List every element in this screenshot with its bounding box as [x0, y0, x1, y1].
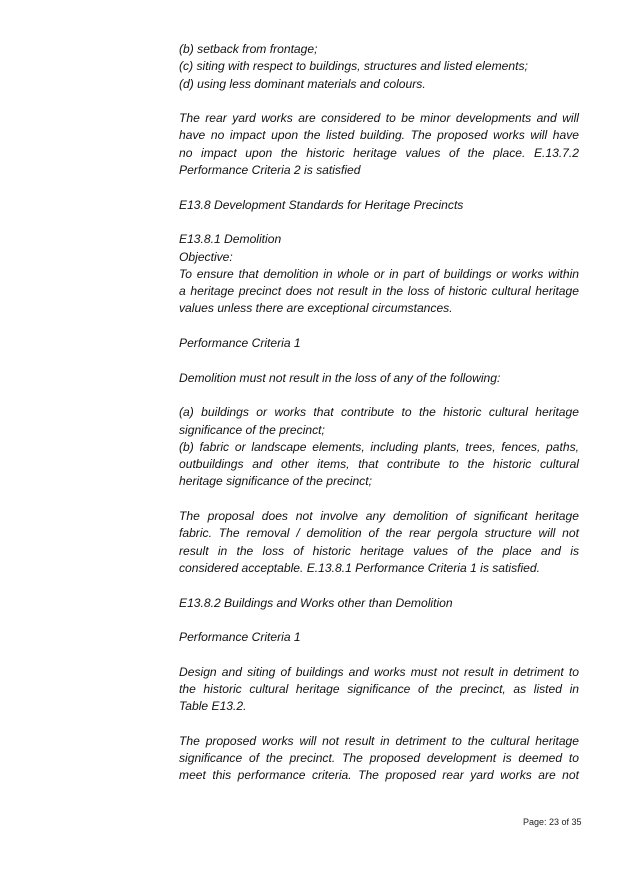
text-line: values unless there are exceptional circumstances. — [179, 301, 453, 316]
paragraph-demolition-objective — [179, 231, 579, 317]
text-line: Demolition must not result in the loss of any of the following: — [179, 370, 501, 385]
text-line: outbuildings and other items, that contribute to the historic cultural — [179, 457, 579, 472]
text-line: considered acceptable. E.13.8.1 Performance Criteria 1 is satisfied. — [179, 560, 540, 575]
paragraph-spacer — [179, 387, 579, 404]
text-line: E13.8.2 Buildings and Works other than Demolition — [179, 595, 453, 610]
text-line: Objective: — [179, 249, 233, 264]
paragraph-spacer — [179, 646, 579, 663]
paragraph-spacer — [179, 352, 579, 369]
paragraph-performance-criteria-1-b — [179, 629, 579, 646]
text-line: fabric. The removal / demolition of the rear pergola structure will not — [179, 526, 579, 541]
text-line: The proposed works will not result in detriment to the cultural heritage — [179, 733, 579, 748]
text-line: (b) fabric or landscape elements, including plants, trees, fences, paths, — [179, 439, 579, 454]
text-line: (b) setback from frontage; — [179, 42, 318, 56]
paragraph-spacer — [179, 318, 579, 335]
text-line: a heritage precinct does not result in the loss of historic cultural heritage — [179, 284, 579, 299]
text-line: E13.8.1 Demolition — [179, 232, 282, 247]
text-line: E13.8 Development Standards for Heritage Precincts — [179, 197, 464, 212]
paragraph-rear-yard-assessment — [179, 110, 579, 179]
paragraph-spacer — [179, 179, 579, 196]
document-body — [179, 41, 579, 785]
text-line: Performance Criteria 2 is satisfied — [179, 163, 361, 178]
text-line: Design and siting of buildings and works must not result in detriment to — [179, 664, 579, 679]
text-line: significance of the precinct; — [179, 422, 325, 437]
text-line: the historic cultural heritage significance of the precinct, as listed in — [179, 681, 579, 696]
paragraph-spacer — [179, 716, 579, 733]
text-line: heritage significance of the precinct; — [179, 474, 372, 489]
text-line: The proposal does not involve any demolition of significant heritage — [179, 509, 579, 524]
text-line: meet this performance criteria. The proposed rear yard works are not — [179, 768, 579, 783]
text-line: Table E13.2. — [179, 699, 247, 714]
text-line: (d) using less dominant materials and colours. — [179, 76, 426, 91]
text-line: have no impact upon the listed building. The proposed works will have — [179, 128, 579, 143]
paragraph-spacer — [179, 612, 579, 629]
page-number: Page: 23 of 35 — [523, 817, 582, 827]
text-line: The rear yard works are considered to be minor developments and will — [179, 111, 579, 126]
paragraph-heading-e13-8-2 — [179, 595, 579, 612]
text-line: (a) buildings or works that contribute to the historic cultural heritage — [179, 405, 579, 420]
paragraph-demolition-list — [179, 404, 579, 490]
paragraph-spacer — [179, 214, 579, 231]
paragraph-heading-e13-8 — [179, 197, 579, 214]
paragraph-spacer — [179, 93, 579, 110]
paragraph-spacer — [179, 577, 579, 594]
text-line: result in the loss of historic heritage values of the place and is — [179, 543, 579, 558]
text-line: To ensure that demolition in whole or in part of buildings or works within — [179, 266, 579, 281]
paragraph-spacer — [179, 491, 579, 508]
paragraph-demolition-requirement — [179, 370, 579, 387]
text-line: (c) siting with respect to buildings, structures and listed elements; — [179, 59, 528, 74]
text-line: significance of the precinct. The proposed development is deemed to — [179, 751, 579, 766]
paragraph-design-siting-requirement — [179, 664, 579, 716]
paragraph-demolition-assessment — [179, 508, 579, 577]
text-line: Performance Criteria 1 — [179, 630, 301, 645]
paragraph-list-b-d — [179, 41, 579, 93]
text-line: Performance Criteria 1 — [179, 336, 301, 351]
text-line: no impact upon the historic heritage values of the place. E.13.7.2 — [179, 145, 579, 160]
paragraph-works-assessment — [179, 733, 579, 785]
paragraph-performance-criteria-1-a — [179, 335, 579, 352]
